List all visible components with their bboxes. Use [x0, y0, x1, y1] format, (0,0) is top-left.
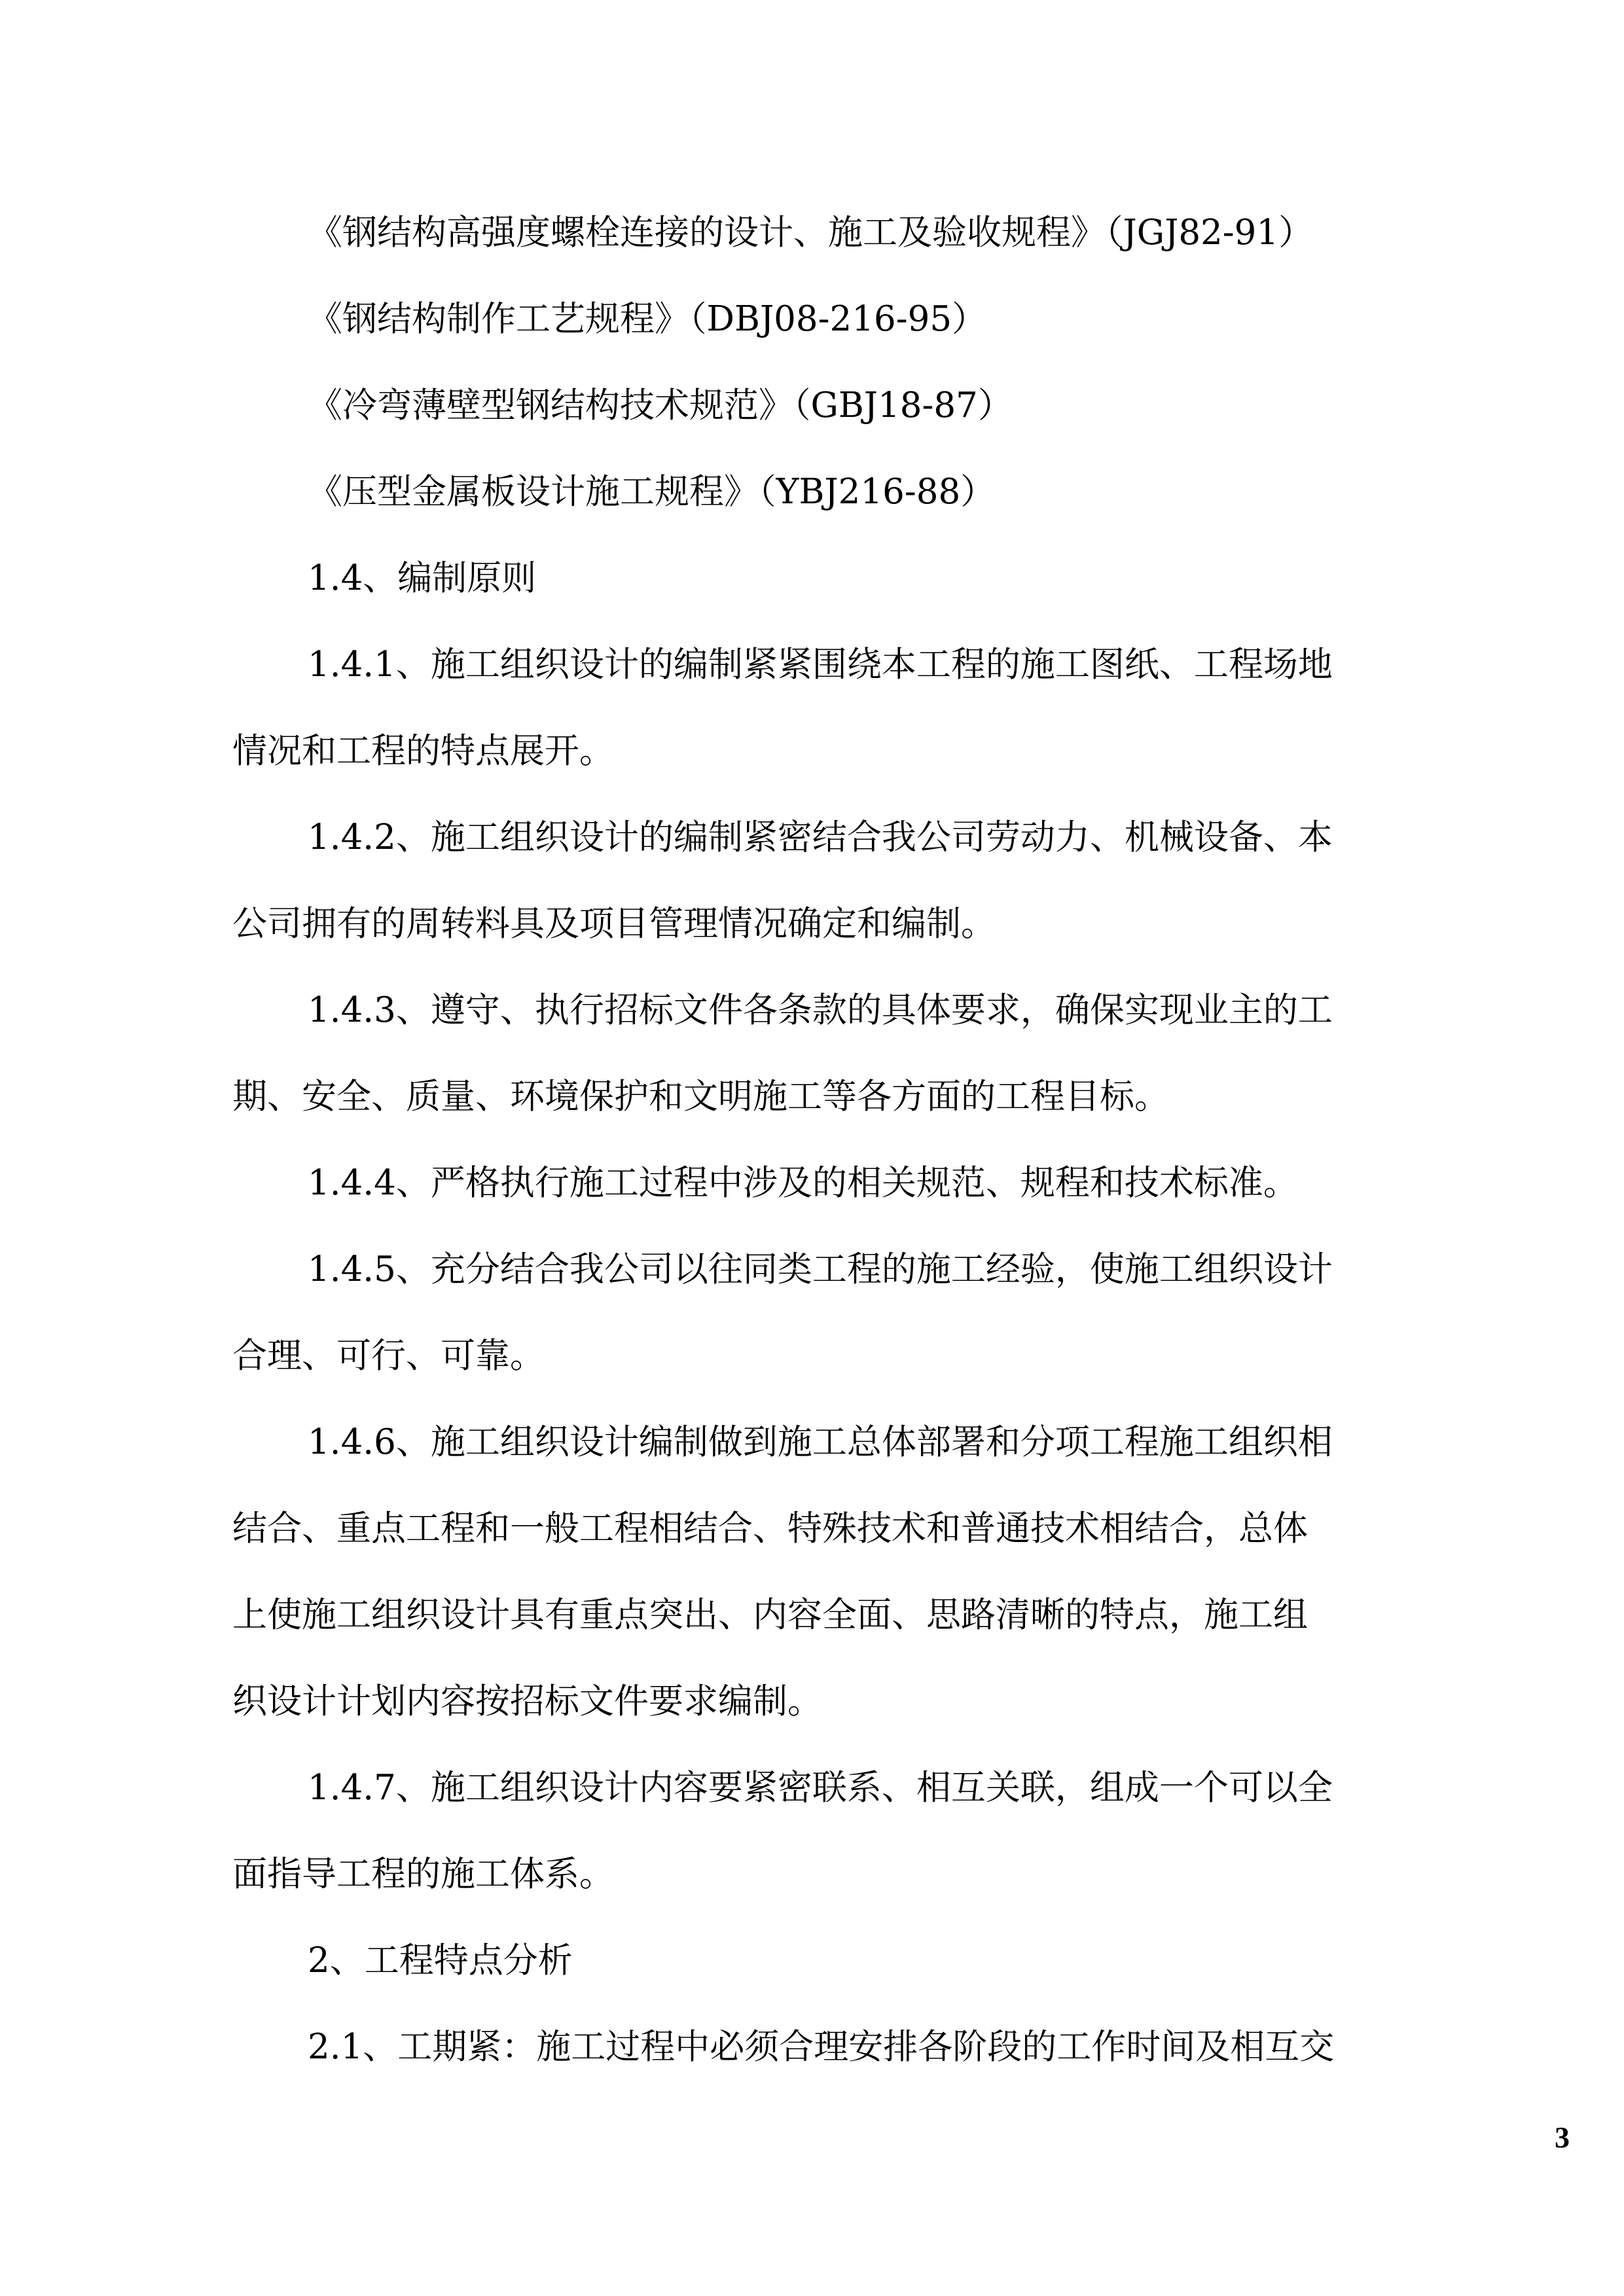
paragraph-1-4-5-line-1: 1.4.5、充分结合我公司以往同类工程的施工经验，使施工组织设计 — [308, 1249, 1333, 1289]
paragraph-1-4-1-line-1: 1.4.1、施工组织设计的编制紧紧围绕本工程的施工图纸、工程场地 — [308, 645, 1333, 685]
paragraph-1-4-5-line-2: 合理、可行、可靠。 — [232, 1336, 545, 1376]
paragraph-1-4-7-line-1: 1.4.7、施工组织设计内容要紧密联系、相互关联，组成一个可以全 — [308, 1768, 1333, 1808]
section-heading-2: 2、工程特点分析 — [308, 1941, 573, 1981]
paragraph-1-4-6-line-3: 上使施工组织设计具有重点突出、内容全面、思路清晰的特点，施工组 — [232, 1595, 1308, 1635]
standard-jgj82-91: 《钢结构高强度螺栓连接的设计、施工及验收规程》（JGJ82-91） — [308, 213, 1314, 253]
standard-ybj216-88: 《压型金属板设计施工规程》（YBJ216-88） — [308, 472, 996, 512]
paragraph-1-4-6-line-1: 1.4.6、施工组织设计编制做到施工总体部署和分项工程施工组织相 — [308, 1422, 1333, 1462]
paragraph-1-4-1-line-2: 情况和工程的特点展开。 — [232, 731, 614, 771]
paragraph-1-4-4: 1.4.4、严格执行施工过程中涉及的相关规范、规程和技术标准。 — [308, 1163, 1298, 1203]
paragraph-1-4-3-line-1: 1.4.3、遵守、执行招标文件各条款的具体要求，确保实现业主的工 — [308, 990, 1333, 1030]
paragraph-1-4-6-line-4: 织设计计划内容按招标文件要求编制。 — [232, 1681, 822, 1721]
paragraph-1-4-2-line-2: 公司拥有的周转料具及项目管理情况确定和编制。 — [232, 904, 996, 944]
page-number: 3 — [1555, 2121, 1570, 2154]
paragraph-1-4-3-line-2: 期、安全、质量、环境保护和文明施工等各方面的工程目标。 — [232, 1077, 1169, 1117]
paragraph-1-4-7-line-2: 面指导工程的施工体系。 — [232, 1854, 614, 1894]
standard-gbj18-87: 《冷弯薄壁型钢结构技术规范》（GBJ18-87） — [308, 386, 1013, 425]
paragraph-2-1-line-1: 2.1、工期紧：施工过程中必须合理安排各阶段的工作时间及相互交 — [308, 2027, 1335, 2067]
paragraph-1-4-6-line-2: 结合、重点工程和一般工程相结合、特殊技术和普通技术相结合，总体 — [232, 1509, 1308, 1549]
section-heading-1-4: 1.4、编制原则 — [308, 558, 537, 598]
standard-dbj08-216-95: 《钢结构制作工艺规程》（DBJ08-216-95） — [308, 299, 987, 339]
paragraph-1-4-2-line-1: 1.4.2、施工组织设计的编制紧密结合我公司劳动力、机械设备、本 — [308, 817, 1333, 857]
